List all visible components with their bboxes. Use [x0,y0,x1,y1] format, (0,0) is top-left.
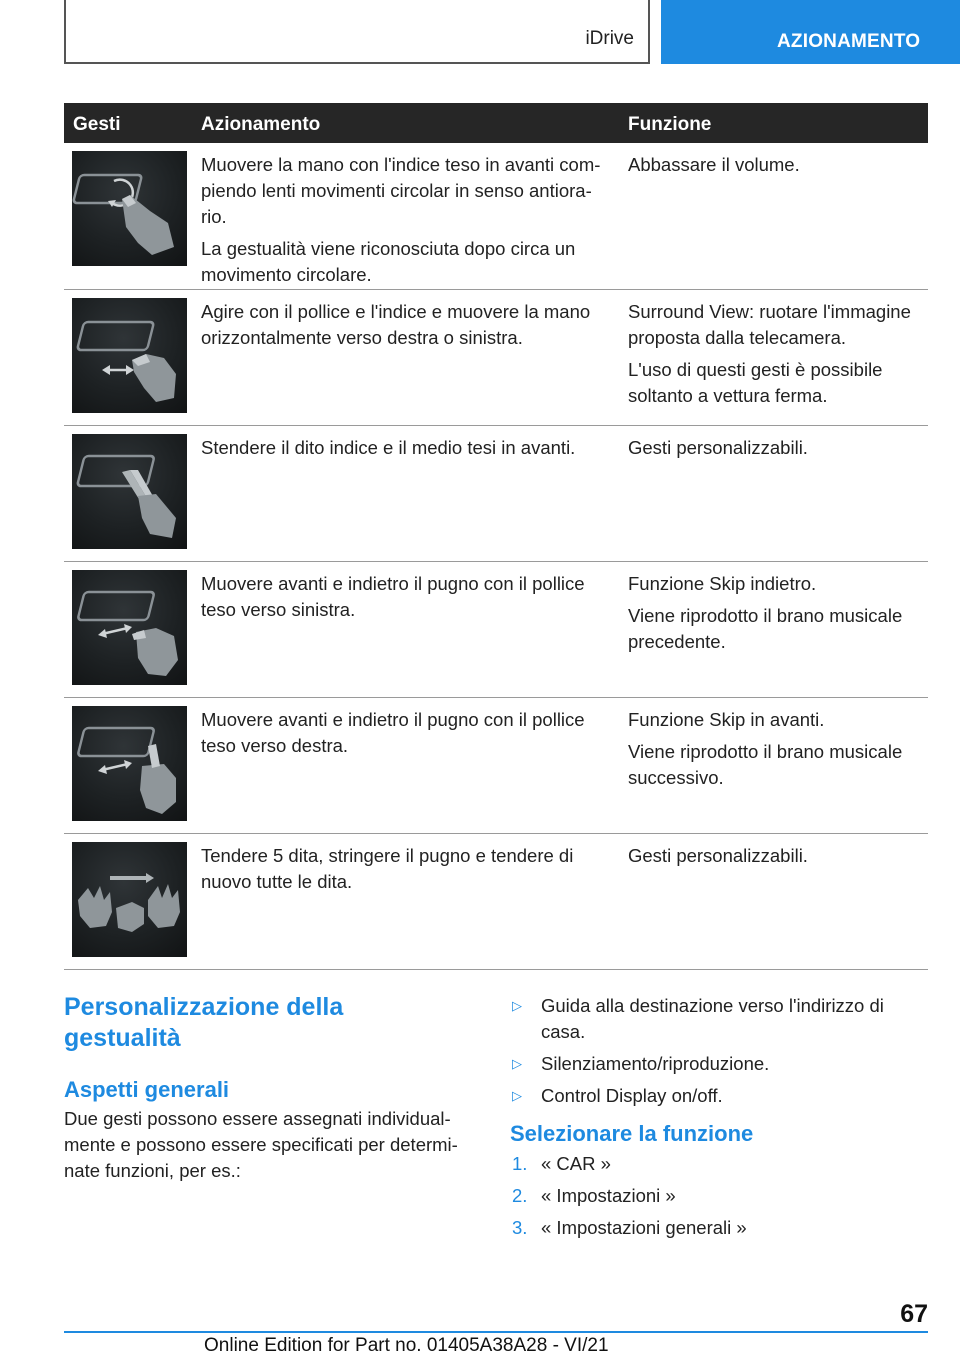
function-cell [628,843,926,869]
step-number: 3. [512,1217,528,1238]
list-item-text: Control Display on/off. [541,1085,723,1106]
step-text: « CAR » [541,1153,611,1174]
step-text: « Impostazioni » [541,1185,676,1206]
action-cell [201,299,611,351]
right-column [510,993,930,1247]
step-text: « Impostazioni generali » [541,1217,747,1238]
table-row [64,143,928,290]
function-text: Funzione Skip indietro. [628,573,817,594]
function-cell [628,299,926,409]
column-header-gesti: Gesti [73,114,121,135]
bullet-triangle-icon: ▷ [512,1088,522,1103]
function-text: Funzione Skip in avanti. [628,709,825,730]
function-text: Viene riprodotto il brano musicale successivo. [628,741,903,788]
thumb-left-gesture-icon [72,570,187,685]
bullet-triangle-icon: ▷ [512,1056,522,1071]
section-body: Due gesti possono essere assegnati individual-mente e possono essere specificati per determi-nate funzioni, per es.: [64,1108,458,1181]
section-subtitle: Aspetti generali [64,1077,230,1102]
function-text: Abbassare il volume. [628,154,800,175]
footer-edition: Online Edition for Part no. 01405A38A28 - VI/21 [204,1335,609,1356]
pinch-swipe-gesture-icon [72,298,187,413]
list-item [510,1083,930,1109]
action-cell [201,707,611,759]
function-cell [628,435,926,461]
list-item [510,1051,930,1077]
action-text: Muovere avanti e indietro il pugno con il pollice teso verso destra. [201,709,585,756]
step-item [510,1215,930,1241]
action-text: Muovere avanti e indietro il pugno con il pollice teso verso sinistra. [201,573,585,620]
header-chapter-label: AZIONAMENTO [777,31,921,52]
action-text: Muovere la mano con l'indice teso in avanti com-piendo lenti movimenti circolar in senso antiora-rio. [201,154,601,227]
step-number: 2. [512,1185,528,1206]
action-cell [201,843,611,895]
table-row [64,698,928,834]
section-title: Personalizzazione della gestualità [64,993,344,1052]
table-row [64,290,928,426]
action-text: Stendere il dito indice e il medio tesi in avanti. [201,437,576,458]
step-number: 1. [512,1153,528,1174]
step-item [510,1183,930,1209]
open-fist-gesture-icon [72,842,187,957]
step-item [510,1151,930,1177]
column-header-funzione: Funzione [628,114,712,135]
function-text: Gesti personalizzabili. [628,437,808,458]
function-cell [628,571,926,655]
list-item [510,993,930,1045]
bullet-triangle-icon: ▷ [512,998,522,1013]
function-text: Gesti personalizzabili. [628,845,808,866]
list-item-text: Silenziamento/riproduzione. [541,1053,770,1074]
footer-divider [64,1331,928,1333]
column-header-azionamento: Azionamento [201,114,321,135]
function-text: Viene riprodotto il brano musicale precedente. [628,605,903,652]
function-text: L'uso di questi gesti è possibile soltanto a vettura ferma. [628,359,883,406]
table-row [64,834,928,970]
action-text: Tendere 5 dita, stringere il pugno e tendere di nuovo tutte le dita. [201,845,574,892]
header-chapter-tab [661,0,960,64]
header-section-box [64,0,650,64]
list-item-text: Guida alla destinazione verso l'indirizzo di casa. [541,995,884,1042]
action-cell [201,435,611,461]
table-row [64,426,928,562]
function-text: Surround View: ruotare l'immagine proposta dalla telecamera. [628,301,911,348]
action-cell [201,571,611,623]
select-function-title: Selezionare la funzione [510,1121,754,1146]
two-finger-gesture-icon [72,434,187,549]
function-cell [628,152,926,178]
gesture-table [64,103,928,970]
table-row [64,562,928,698]
rotate-gesture-icon [72,151,187,266]
thumb-right-gesture-icon [72,706,187,821]
action-cell [201,152,611,288]
header-section-label: iDrive [585,28,634,49]
action-text: La gestualità viene riconosciuta dopo circa un movimento circolare. [201,238,576,285]
function-cell [628,707,926,791]
page-number: 67 [900,1300,928,1328]
table-header [64,103,928,143]
action-text: Agire con il pollice e l'indice e muovere la mano orizzontalmente verso destra o sinistra. [201,301,591,348]
